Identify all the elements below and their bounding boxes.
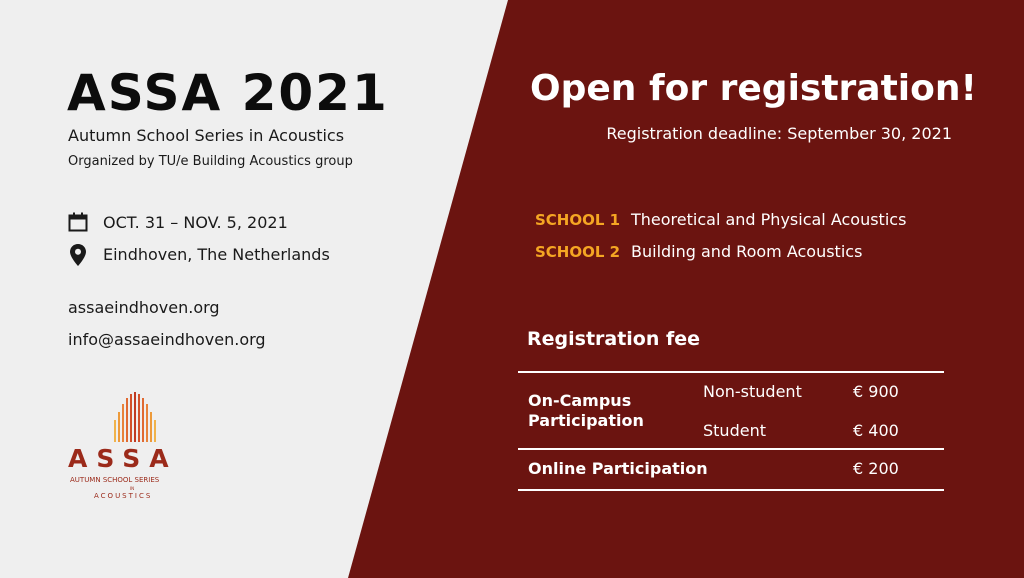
school-2-name: Building and Room Acoustics bbox=[631, 242, 863, 261]
location-pin-icon bbox=[70, 244, 86, 266]
website-link[interactable]: assaeindhoven.org bbox=[68, 298, 220, 317]
on-campus-label-line-2: Participation bbox=[528, 411, 644, 430]
calendar-icon bbox=[68, 212, 88, 232]
on-campus-label-line-1: On-Campus bbox=[528, 391, 632, 410]
fee-heading: Registration fee bbox=[527, 328, 701, 350]
school-2-tag: SCHOOL 2 bbox=[535, 243, 621, 261]
logo-line-2: IN bbox=[130, 486, 135, 491]
student-label: Student bbox=[703, 421, 766, 440]
logo-line-1: AUTUMN SCHOOL SERIES bbox=[70, 476, 160, 484]
school-1-tag: SCHOOL 1 bbox=[535, 211, 621, 229]
fee-table-top-rule bbox=[518, 371, 944, 373]
assa-logo bbox=[60, 392, 210, 504]
online-label: Online Participation bbox=[528, 459, 708, 478]
event-dates: OCT. 31 – NOV. 5, 2021 bbox=[103, 213, 288, 232]
non-student-price: € 900 bbox=[853, 382, 899, 401]
student-price: € 400 bbox=[853, 421, 899, 440]
sound-wave-graphic bbox=[60, 392, 210, 452]
event-title: ASSA 2021 bbox=[67, 64, 389, 122]
event-organizer: Organized by TU/e Building Acoustics group bbox=[68, 154, 353, 169]
registration-deadline: Registration deadline: September 30, 2021 bbox=[606, 124, 952, 143]
registration-headline: Open for registration! bbox=[530, 68, 977, 109]
non-student-label: Non-student bbox=[703, 382, 802, 401]
email-link[interactable]: info@assaeindhoven.org bbox=[68, 330, 266, 349]
fee-table-bottom-rule bbox=[518, 489, 944, 491]
event-location: Eindhoven, The Netherlands bbox=[103, 245, 330, 264]
school-1-name: Theoretical and Physical Acoustics bbox=[631, 210, 907, 229]
event-subtitle: Autumn School Series in Acoustics bbox=[68, 126, 345, 145]
online-price: € 200 bbox=[853, 459, 899, 478]
fee-table-middle-rule bbox=[518, 448, 944, 450]
logo-wordmark: ASSA bbox=[68, 444, 178, 473]
logo-line-3: ACOUSTICS bbox=[94, 492, 153, 500]
